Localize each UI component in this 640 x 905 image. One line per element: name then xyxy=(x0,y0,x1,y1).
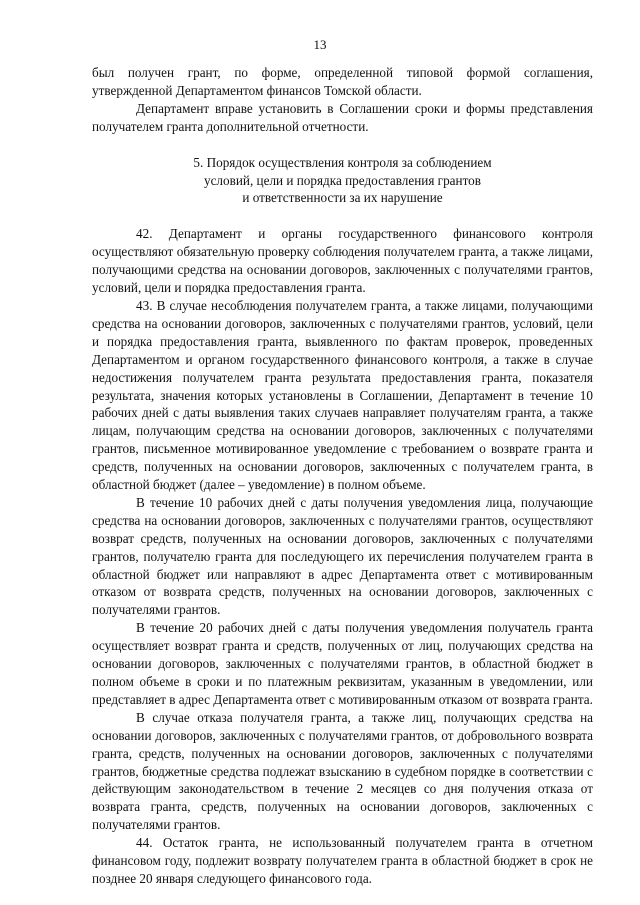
document-body xyxy=(92,64,593,888)
page-number: 13 xyxy=(313,37,327,52)
intro-paragraph: Департамент вправе установить в Соглашении сроки и формы представления получателем гранта дополнительной отчетности. xyxy=(92,100,593,134)
paragraph-44: 44. Остаток гранта, не использованный получателем гранта в отчетном финансовом году, подлежит возврату получателем гранта в областной бюджет в срок не позднее 20 января следующего финансового года. xyxy=(92,835,593,886)
section-heading xyxy=(92,154,593,208)
paragraph-refusal: В случае отказа получателя гранта, а также лиц, получающих средства на основании договоров, заключенных с получателями грантов, от добровольного возврата гранта, средств, полученных на основании договоров, заключенных с получателями грантов, бюджетные средства подлежат взысканию в судебном порядке в соответствии с действующим законодательством в течение 2 месяцев со дня получения отказа от возврата гранта, средств, полученных на основании договоров, заключенных с получателями грантов. xyxy=(92,709,593,833)
section-heading-line: условий, цели и порядка предоставления грантов xyxy=(203,172,481,188)
intro-paragraph-continuation: был получен грант, по форме, определенной типовой формой соглашения, утвержденной Департаментом финансов Томской области. xyxy=(92,65,593,98)
paragraph-43: 43. В случае несоблюдения получателем гранта, а также лицами, получающими средства на основании договоров, заключенных с получателями грантов, условий, цели и порядка предоставления гранта, выявленного по фактам проверок, проведенных Департаментом и органом государственного финансового контроля, а также в случае недостижения получателем гранта результата предоставления гранта, показателя результата, значения которых установлены в Соглашении, Департамент в течение 10 рабочих дней с даты выявления таких случаев направляет получателям гранта, а также лицам, получающим средства на основании договоров, заключенных с получателями грантов, письменное мотивированное уведомление с требованием о возврате гранта и средств, полученных на основании договоров, заключенных с получателем гранта, в областной бюджет (далее – уведомление) в полном объеме. xyxy=(92,297,593,493)
paragraph-return-contract-funds: В течение 10 рабочих дней с даты получения уведомления лица, получающие средства на основании договоров, заключенных с получателями грантов, осуществляют возврат средств, полученных на основании договоров, заключенных с получателями грантов, получателю гранта для последующего их перечисления получателем гранта в областной бюджет или направляют в адрес Департамента ответ с мотивированным отказом от возврата средств, полученных на основании договоров, заключенных с получателями грантов. xyxy=(92,494,593,618)
section-heading-line: 5. Порядок осуществления контроля за соблюдением xyxy=(193,154,492,170)
paragraph-return-grant: В течение 20 рабочих дней с даты получения уведомления получатель гранта осуществляет возврат гранта и средств, полученных от лиц, получающих средства на основании договоров, заключенных с получателями грантов, в областной бюджет в полном объеме в сроки и по платежным реквизитам, указанным в уведомлении, или представляет в адрес Департамента ответ с мотивированным отказом от возврата гранта. xyxy=(92,620,593,707)
paragraph-42: 42. Департамент и органы государственного финансового контроля осуществляют обязательную проверку соблюдения получателем гранта, а также лицами, получающими средства на основании договоров, заключенных с получателями грантов, условий, цели и порядка предоставления гранта. xyxy=(92,226,593,296)
section-heading-line: и ответственности за их нарушение xyxy=(242,190,443,206)
